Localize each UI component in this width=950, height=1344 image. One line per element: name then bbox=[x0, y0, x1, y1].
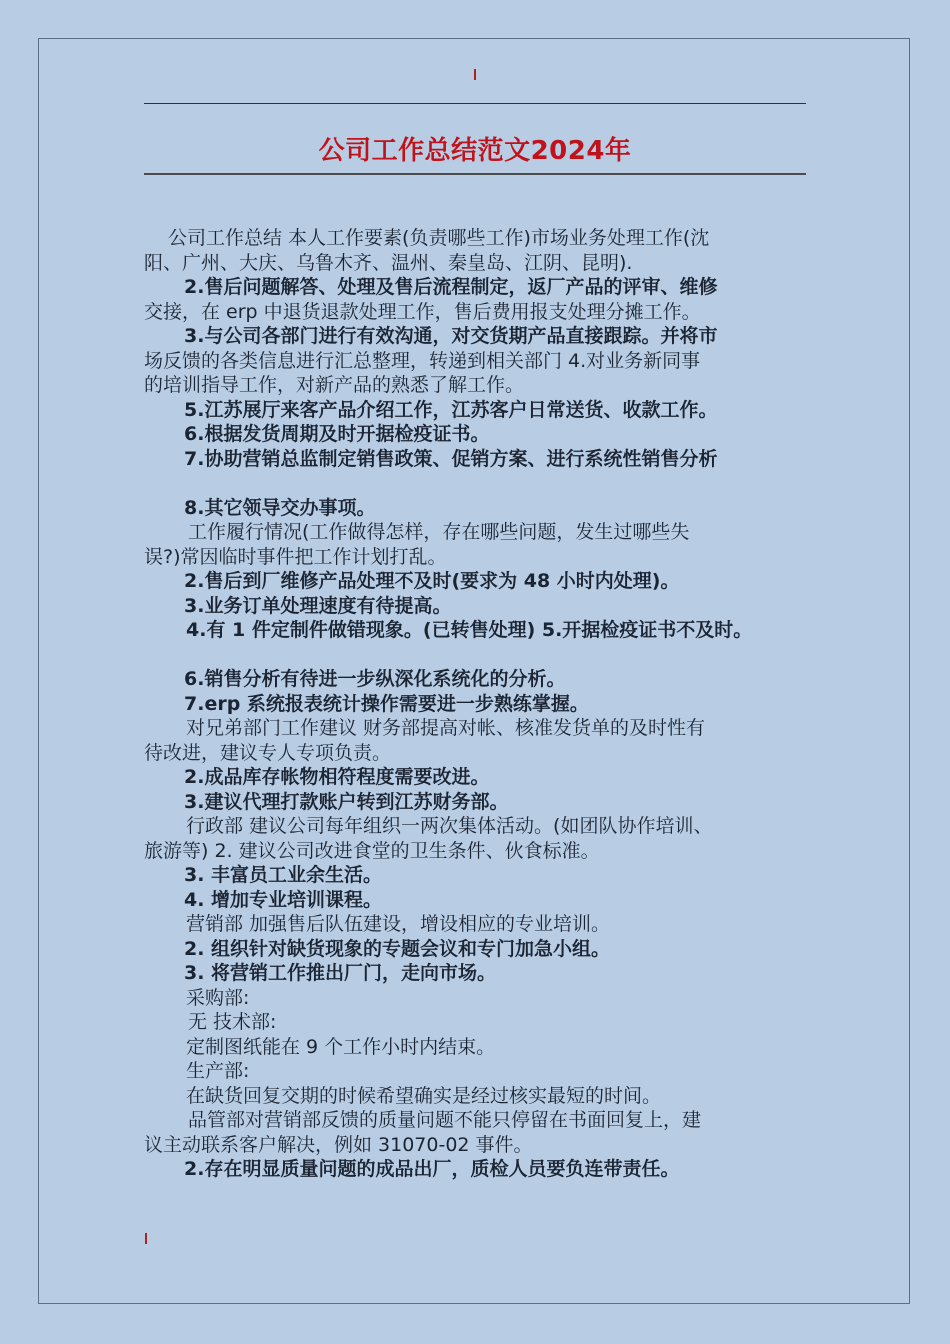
footer-mark bbox=[145, 1233, 147, 1244]
header-mark bbox=[474, 69, 476, 80]
paragraph-line: 6.根据发货周期及时开据检疫证书。 bbox=[184, 423, 490, 445]
paragraph-line: 2.成品库存帐物相符程度需要改进。 bbox=[184, 766, 490, 788]
paragraph-line: 6.销售分析有待进一步纵深化系统化的分析。 bbox=[184, 668, 566, 690]
paragraph-line: 场反馈的各类信息进行汇总整理，转递到相关部门 4.对业务新同事 bbox=[144, 349, 701, 372]
paragraph-line: 3.业务订单处理速度有待提高。 bbox=[184, 594, 452, 617]
blank-line bbox=[144, 471, 844, 496]
blank-line bbox=[144, 643, 844, 668]
paragraph-line: 3.与公司各部门进行有效沟通，对交货期产品直接跟踪。并将市 bbox=[184, 325, 718, 347]
paragraph-line: 公司工作总结 本人工作要素(负责哪些工作)市场业务处理工作(沈 bbox=[168, 227, 710, 249]
paragraph-line: 品管部对营销部反馈的质量问题不能只停留在书面回复上，建 bbox=[188, 1109, 702, 1131]
paragraph-line: 工作履行情况(工作做得怎样，存在哪些问题，发生过哪些失 bbox=[188, 521, 690, 543]
paragraph-line: 营销部 加强售后队伍建设，增设相应的专业培训。 bbox=[186, 913, 611, 935]
paragraph-line: 行政部 建议公司每年组织一两次集体活动。(如团队协作培训、 bbox=[186, 815, 713, 837]
paragraph-line: 2.售后到厂维修产品处理不及时(要求为 48 小时内处理)。 bbox=[184, 570, 680, 592]
paragraph-line: 2.售后问题解答、处理及售后流程制定，返厂产品的评审、维修 bbox=[184, 276, 718, 298]
paragraph-line: 定制图纸能在 9 个工作小时内结束。 bbox=[186, 1035, 496, 1058]
paragraph-line: 4.有 1 件定制件做错现象。(已转售处理) 5.开据检疫证书不及时。 bbox=[186, 619, 753, 641]
paragraph-line: 3.建议代理打款账户转到江苏财务部。 bbox=[184, 790, 509, 813]
paragraph-line: 待改进，建议专人专项负责。 bbox=[144, 741, 392, 764]
paragraph-line: 议主动联系客户解决，例如 31070-02 事件。 bbox=[144, 1133, 533, 1156]
document-title: 公司工作总结范文2024年 bbox=[318, 136, 632, 166]
title-rule bbox=[144, 173, 806, 175]
paragraph-line: 2.存在明显质量问题的成品出厂，质检人员要负连带责任。 bbox=[184, 1158, 680, 1180]
paragraph-line: 误?)常因临时事件把工作计划打乱。 bbox=[144, 545, 447, 568]
header-rule bbox=[144, 103, 806, 104]
paragraph-line: 2. 组织针对缺货现象的专题会议和专门加急小组。 bbox=[184, 937, 611, 960]
paragraph-line: 对兄弟部门工作建议 财务部提高对帐、核准发货单的及时性有 bbox=[186, 717, 706, 739]
paragraph-line: 采购部: bbox=[186, 986, 250, 1009]
paragraph-line: 7.erp 系统报表统计操作需要进一步熟练掌握。 bbox=[184, 692, 589, 715]
paragraph-line: 交接，在 erp 中退货退款处理工作，售后费用报支处理分摊工作。 bbox=[144, 300, 701, 323]
paragraph-line: 5.江苏展厅来客产品介绍工作，江苏客户日常送货、收款工作。 bbox=[184, 398, 718, 421]
paragraph-line: 的培训指导工作，对新产品的熟悉了解工作。 bbox=[144, 374, 525, 396]
paragraph-line: 4. 增加专业培训课程。 bbox=[184, 888, 383, 911]
paragraph-line: 生产部: bbox=[186, 1060, 250, 1082]
paragraph-line: 阳、广州、大庆、乌鲁木齐、温州、秦皇岛、江阴、昆明). bbox=[144, 251, 633, 274]
paragraph-line: 3. 丰富员工业余生活。 bbox=[184, 864, 383, 886]
paragraph-line: 无 技术部: bbox=[188, 1011, 277, 1033]
paragraph-line: 7.协助营销总监制定销售政策、促销方案、进行系统性销售分析 bbox=[184, 447, 718, 470]
paragraph-line: 在缺货回复交期的时候希望确实是经过核实最短的时间。 bbox=[186, 1084, 662, 1107]
paragraph-line: 8.其它领导交办事项。 bbox=[184, 496, 376, 519]
paragraph-line: 3. 将营销工作推出厂门，走向市场。 bbox=[184, 962, 497, 984]
paragraph-line: 旅游等) 2. 建议公司改进食堂的卫生条件、伙食标准。 bbox=[144, 839, 600, 862]
document-body bbox=[144, 226, 844, 1182]
